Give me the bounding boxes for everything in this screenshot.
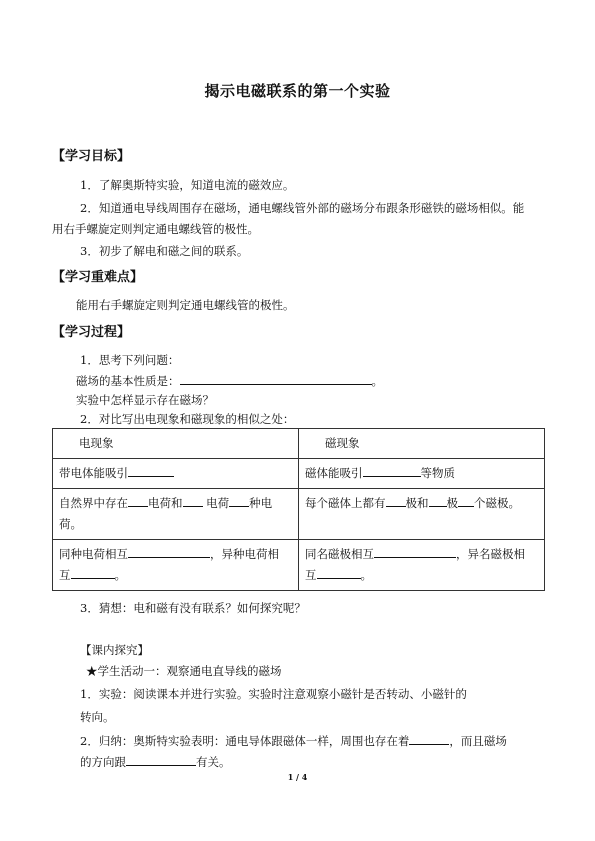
section-heading-keypoints: 【学习重难点】 [52,270,144,285]
inclass-heading: 【课内探究】 [80,643,149,657]
answer-blank[interactable] [128,494,148,507]
cell-text: 荷。 [59,517,82,531]
table-header-magnetic: 磁现象 [299,429,545,459]
table-row [53,489,545,540]
goal-item-3: 3．初步了解电和磁之间的联系。 [80,244,249,258]
cell-text: 互 [59,568,71,582]
table-row [53,429,545,459]
page-number: 1 / 4 [287,772,308,782]
answer-blank[interactable] [429,494,447,507]
table-cell [299,459,545,489]
table-cell [299,489,545,540]
answer-blank[interactable] [183,494,203,507]
table-cell [299,540,545,591]
line-text: 的方向跟 [80,755,126,769]
cell-text: ，异名磁极相 [456,547,525,561]
answer-blank[interactable] [128,545,210,558]
inclass-line-2: 转向。 [80,710,115,724]
goal-item-1: 1．了解奥斯特实验，知道电流的磁效应。 [80,178,295,192]
answer-blank[interactable] [363,464,421,477]
answer-blank[interactable] [317,566,361,579]
process-q2: 2．对比写出电现象和磁现象的相似之处： [80,412,295,426]
cell-text: 同种电荷相互 [59,547,128,561]
answer-blank[interactable] [71,566,115,579]
table-cell [53,540,299,591]
line-text: 有关。 [196,755,231,769]
cell-text: 。 [360,568,372,582]
q1a-label: 磁场的基本性质是： [76,374,180,388]
table-cell [53,489,299,540]
cell-text: 自然界中存在 [59,496,128,510]
answer-blank[interactable] [229,494,249,507]
table-header-electric: 电现象 [53,429,299,459]
table-row [53,459,545,489]
answer-blank[interactable] [409,732,449,745]
inclass-activity: ★学生活动一：观察通电直导线的磁场 [86,664,282,678]
answer-blank[interactable] [458,494,474,507]
goal-item-2-cont: 用右手螺旋定则判定通电螺线管的极性。 [52,222,259,236]
cell-text: 极 [446,496,458,510]
section-heading-process: 【学习过程】 [52,325,131,340]
process-q1b: 实验中怎样显示存在磁场？ [76,393,214,407]
goal-item-2: 2．知道通电导线周围存在磁场，通电螺线管外部的磁场分布跟条形磁铁的磁场相似。能 [80,201,525,215]
inclass-line-4 [80,753,231,770]
answer-blank[interactable] [128,464,174,477]
answer-blank[interactable] [374,545,456,558]
cell-text: 同名磁极相互 [305,547,374,561]
q1a-end: 。 [371,374,383,388]
cell-text: 极和 [405,496,429,510]
answer-blank[interactable] [126,753,196,766]
cell-text: ，异种电荷相 [210,547,279,561]
table-cell [53,459,299,489]
table-row [53,540,545,591]
answer-blank[interactable] [180,372,372,385]
answer-blank[interactable] [386,494,406,507]
cell-text: 电荷 [206,496,230,510]
process-q3: 3．猜想：电和磁有没有联系？如何探究呢？ [80,601,306,615]
cell-text: 互 [305,568,317,582]
inclass-line-1: 1．实验：阅读课本并进行实验。实验时注意观察小磁针是否转动、小磁针的 [80,687,467,701]
inclass-line-3 [80,732,507,749]
section-heading-goals: 【学习目标】 [52,149,131,164]
cell-text: 带电体能吸引 [59,466,128,480]
line-text: ，而且磁场 [449,734,507,748]
process-q1a [76,372,383,389]
cell-text: 磁体能吸引 [305,466,363,480]
keypoint-text: 能用右手螺旋定则判定通电螺线管的极性。 [76,298,295,312]
cell-text: 每个磁体上都有 [305,496,386,510]
cell-text: 电荷和 [148,496,183,510]
cell-text: 等物质 [420,466,455,480]
cell-text: 个磁极。 [474,496,520,510]
page-title: 揭示电磁联系的第一个实验 [204,82,391,100]
line-text: 2．归纳：奥斯特实验表明：通电导体跟磁体一样，周围也存在着 [80,734,410,748]
comparison-table [52,428,545,591]
cell-text: 种电 [249,496,273,510]
cell-text: 。 [114,568,126,582]
process-q1: 1．思考下列问题： [80,353,180,367]
